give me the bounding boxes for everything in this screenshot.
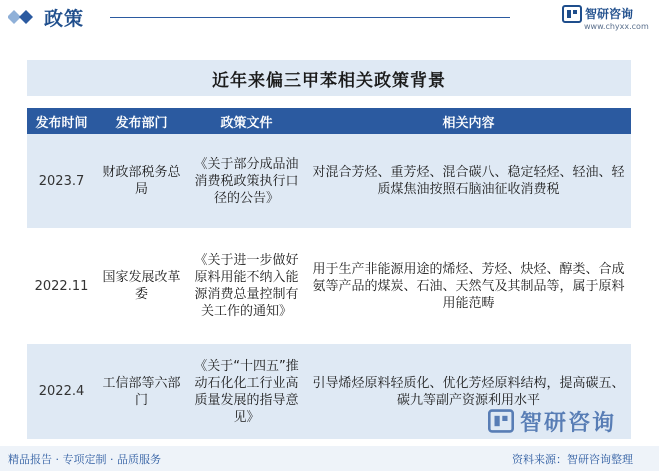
cell-date: 2022.4	[38, 384, 85, 399]
cell-doc: 《关于“十四五”推动石化化工行业高质量发展的指导意见》	[194, 358, 299, 425]
policy-table	[27, 60, 631, 439]
column-header-dept: 发布部门	[115, 115, 168, 131]
cell-date: 2023.7	[38, 173, 85, 189]
section-title: 政策	[44, 8, 85, 30]
table-title: 近年来偏三甲苯相关政策背景	[27, 60, 631, 96]
brand-url: www.chyxx.com	[584, 22, 649, 31]
cell-content: 对混合芳烃、重芳烃、混合碳八、稳定轻烃、轻油、轻质煤焦油按照石脑油征收消费税	[312, 165, 625, 197]
column-header-date: 发布时间	[35, 115, 88, 131]
table-header	[27, 108, 631, 134]
page-header	[0, 0, 659, 34]
cell-date: 2022.11	[34, 278, 89, 294]
brand	[562, 3, 654, 33]
diamond-icon	[8, 9, 38, 25]
cell-doc: 《关于部分成品油消费税政策执行口径的公告》	[194, 156, 299, 206]
watermark-text: 智研咨询	[520, 411, 617, 436]
cell-content: 用于生产非能源用途的烯烃、芳烃、炔烃、醇类、合成氨等产品的煤炭、石油、天然气及其制品等，属于原料用能范畴	[312, 261, 625, 311]
brand-watermark	[488, 406, 648, 436]
column-header-content: 相关内容	[442, 115, 495, 131]
table-row	[27, 134, 631, 228]
cell-dept: 国家发展改革委	[102, 270, 181, 302]
footer-source: 资料来源：智研咨询整理	[512, 453, 633, 466]
header-divider	[110, 17, 510, 18]
table-row	[27, 228, 631, 344]
cell-dept: 工信部等六部门	[102, 375, 181, 408]
footer-tagline: 精品报告 · 专项定制 · 品质服务	[8, 453, 161, 466]
cell-doc: 《关于进一步做好原料用能不纳入能源消费总量控制有关工作的通知》	[194, 253, 299, 319]
brand-logo-icon	[488, 408, 514, 434]
cell-content: 引导烯烃原料轻质化、优化芳烃原料结构，提高碳五、碳九等副产资源利用水平	[312, 375, 625, 408]
column-header-doc: 政策文件	[220, 115, 273, 131]
brand-name: 智研咨询	[585, 7, 634, 21]
cell-dept: 财政部税务总局	[102, 165, 181, 197]
brand-logo-icon	[562, 4, 582, 24]
